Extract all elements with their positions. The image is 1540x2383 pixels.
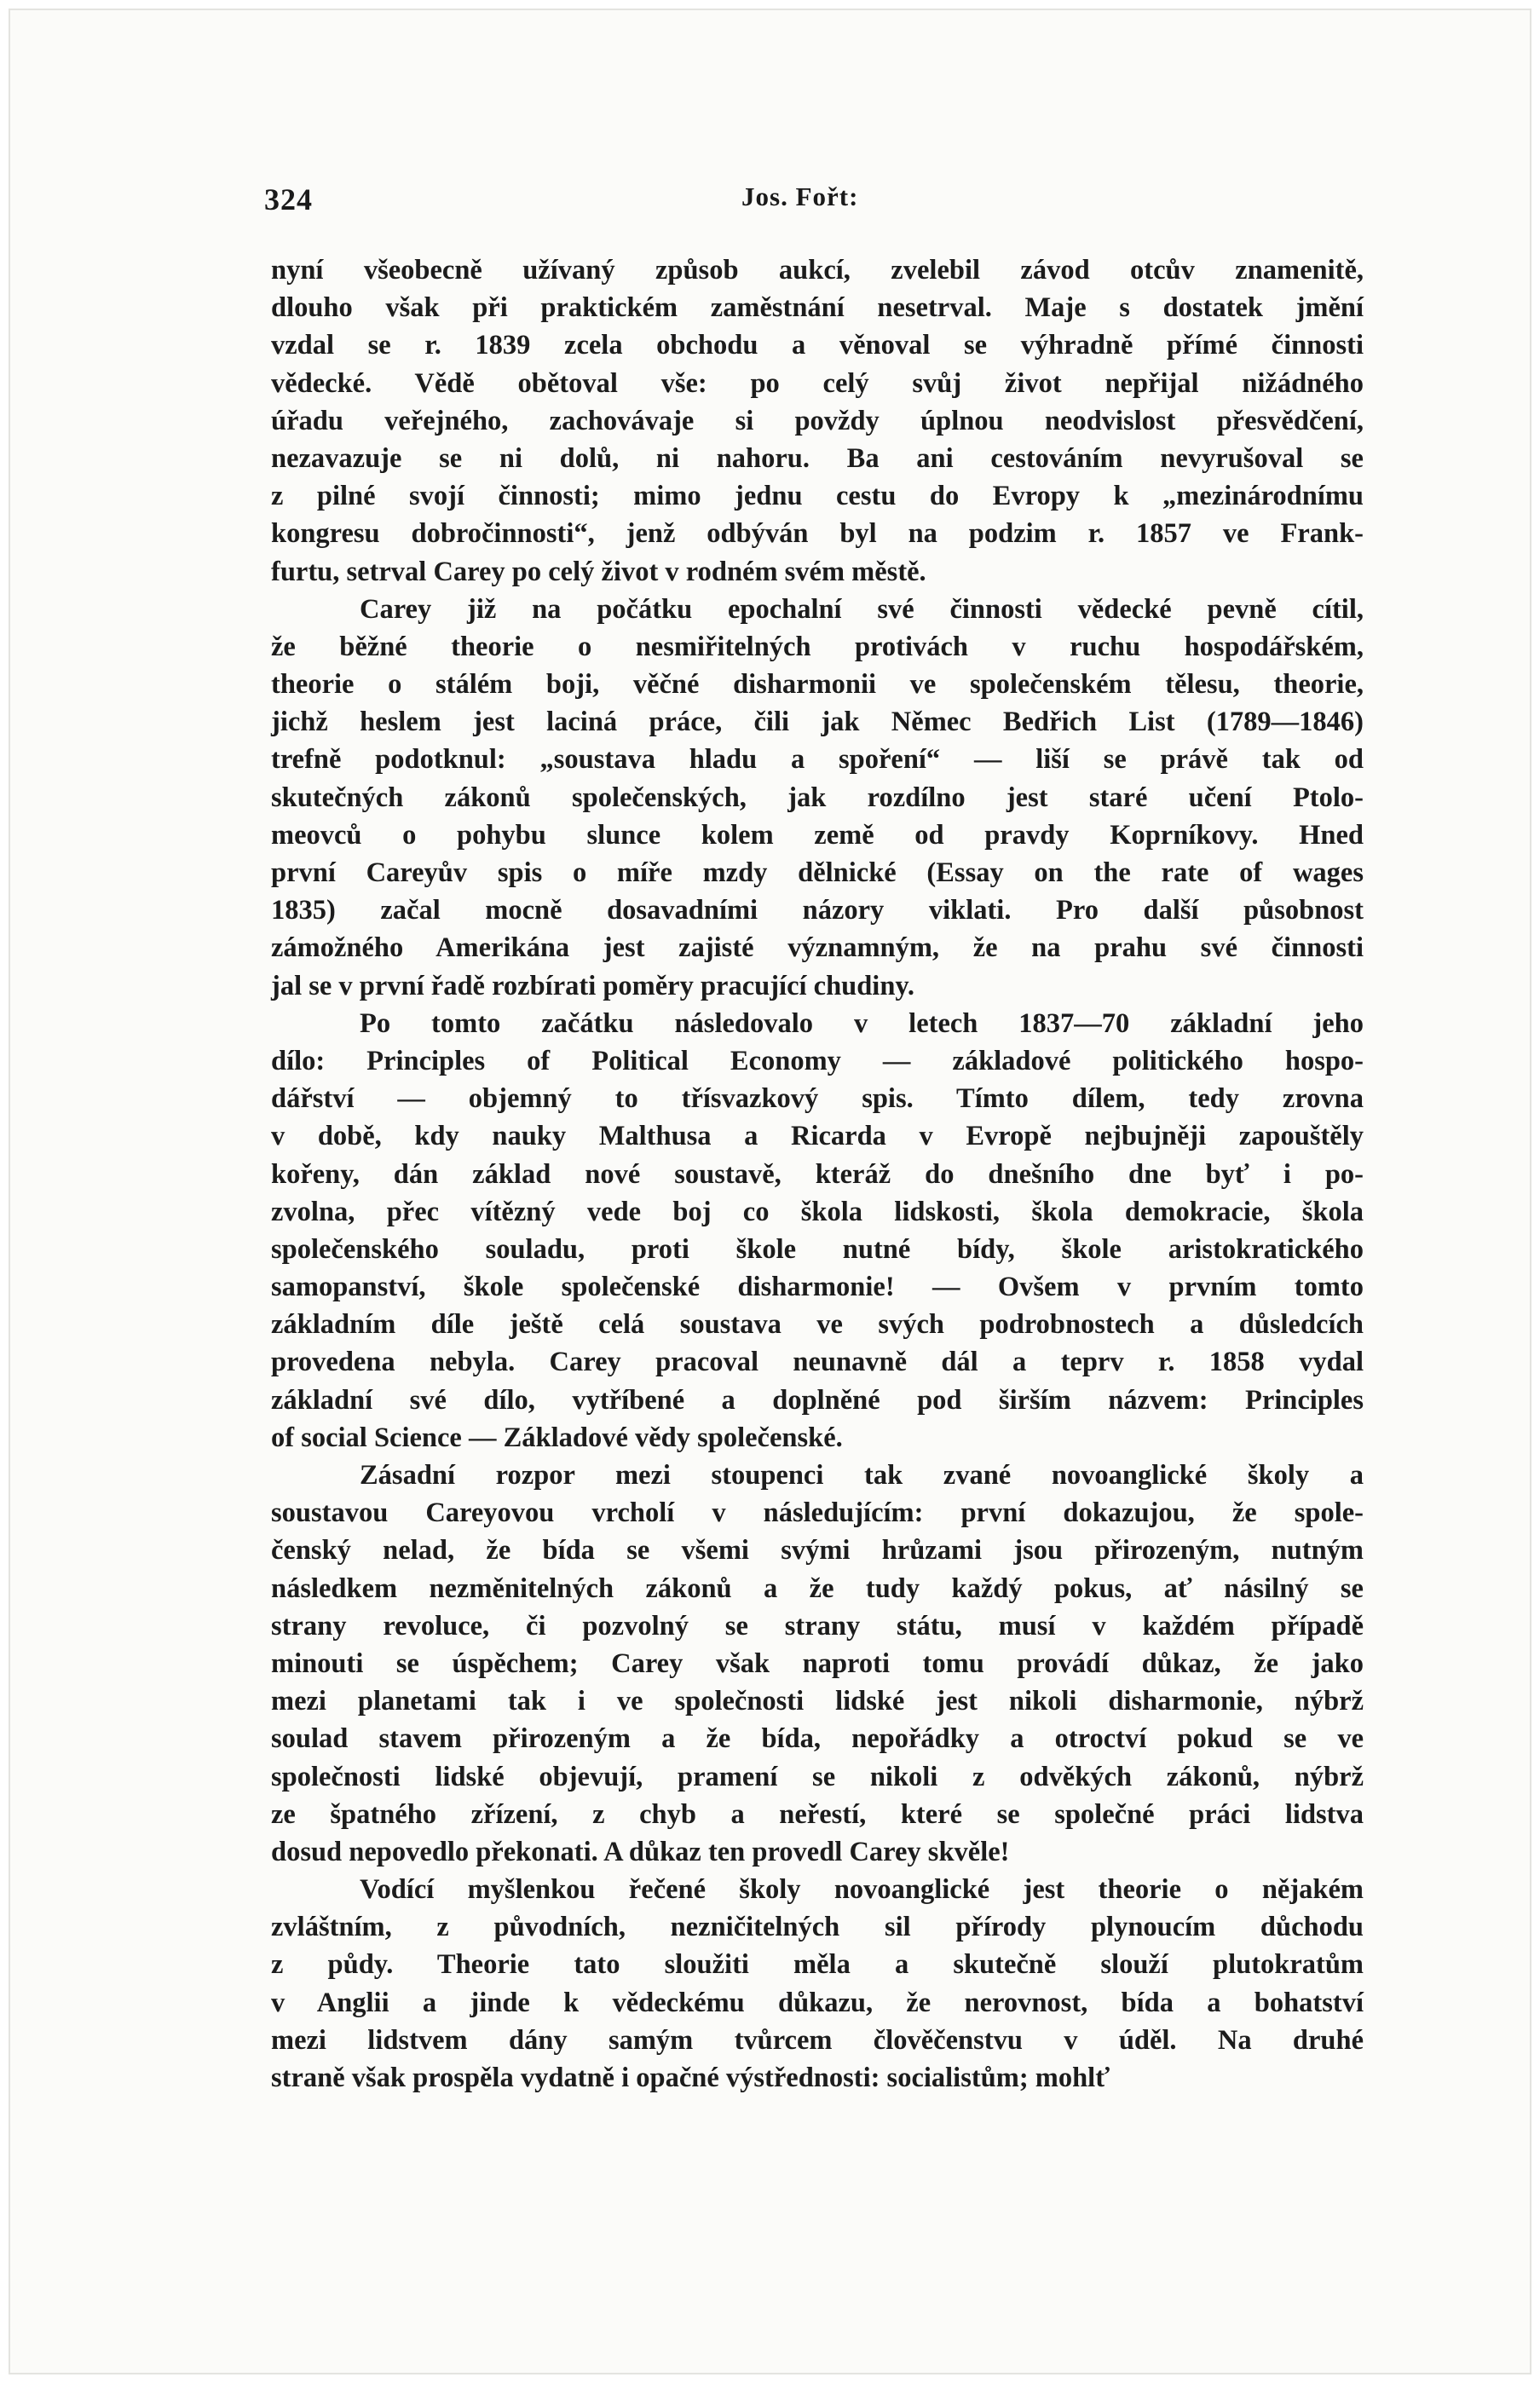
paragraph — [271, 1871, 1364, 2097]
text-line: ze špatného zřízení, z chyb a neřestí, které se společné práci lidstva — [271, 1798, 1364, 1830]
text-line: soustavou Careyovou vrcholí v následujícím: první dokazujou, že spole- — [271, 1497, 1364, 1529]
text-line: samopanství, škole společenské disharmonie! — Ovšem v prvním tomto — [271, 1272, 1364, 1303]
text-line: čenský nelad, že bída se všemi svými hrůzami jsou přirozeným, nutným — [271, 1535, 1364, 1567]
text-line: kořeny, dán základ nové soustavě, kteráž do dnešního dne byť i po- — [271, 1158, 1364, 1190]
text-line: v Anglii a jinde k vědeckému důkazu, že nerovnost, bída a bohatství — [271, 1987, 1364, 2018]
text-line: of social Science — Základové vědy společenské. — [271, 1422, 843, 1453]
text-line: první Careyův spis o míře mzdy dělnické (Essay on the rate of wages — [271, 857, 1364, 888]
body-text — [271, 251, 1364, 2097]
text-line: zvolna, přec vítězný vede boj co škola lidskosti, škola demokracie, škola — [271, 1196, 1364, 1227]
text-line: jichž heslem jest laciná práce, čili jak Němec Bedřich List (1789—1846) — [271, 707, 1364, 738]
text-line: dářství — objemný to třísvazkový spis. Tímto dílem, tedy zrovna — [271, 1083, 1364, 1115]
text-line: Zásadní rozpor mezi stoupenci tak zvané novoanglické školy a — [360, 1460, 1364, 1491]
text-line: základní své dílo, vytříbené a doplněné pod širším názvem: Principles — [271, 1384, 1364, 1416]
text-line: následkem nezměnitelných zákonů a že tudy každý pokus, ať násilný se — [271, 1572, 1364, 1604]
text-line: dlouho však při praktickém zaměstnání nesetrval. Maje s dostatek jmění — [271, 292, 1364, 324]
paragraph — [271, 251, 1364, 591]
text-line: minouti se úspěchem; Carey však naproti tomu provádí důkaz, že jako — [271, 1647, 1364, 1679]
text-line: v době, kdy nauky Malthusa a Ricarda v Evropě nejbujněji zapouštěly — [271, 1121, 1364, 1152]
text-line: Vodící myšlenkou řečené školy novoanglické jest theorie o nějakém — [360, 1874, 1364, 1906]
text-line: Carey již na počátku epochalní své činnosti vědecké pevně cítil, — [360, 593, 1364, 625]
paragraph — [271, 1457, 1364, 1871]
text-line: zámožného Amerikána jest zajisté významným, že na prahu své činnosti — [271, 932, 1364, 964]
text-line: vědecké. Vědě obětoval vše: po celý svůj život nepřijal nižádného — [271, 367, 1364, 399]
text-line: základním díle ještě celá soustava ve svých podrobnostech a důsledcích — [271, 1309, 1364, 1341]
text-line: theorie o stálém boji, věčné disharmonii ve společenském tělesu, theorie, — [271, 669, 1364, 701]
text-line: zvláštním, z původních, nezničitelných sil přírody plynoucím důchodu — [271, 1912, 1364, 1943]
text-line: skutečných zákonů společenských, jak rozdílno jest staré učení Ptolo- — [271, 782, 1364, 813]
book-page — [9, 9, 1531, 2374]
text-line: straně však prospěla vydatně i opačné výstřednosti: socialistům; mohlť — [271, 2063, 1110, 2093]
text-line: nyní všeobecně užívaný způsob aukcí, zvelebil závod otcův znamenitě, — [271, 255, 1364, 286]
text-line: soulad stavem přirozeným a že bída, nepořádky a otroctví pokud se ve — [271, 1723, 1364, 1755]
text-line: dosud nepovedlo překonati. A důkaz ten provedl Carey skvěle! — [271, 1836, 1010, 1867]
text-line: z půdy. Theorie tato sloužiti měla a skutečně slouží plutokratům — [271, 1949, 1364, 1981]
text-line: dílo: Principles of Political Economy — základové politického hospo- — [271, 1045, 1364, 1076]
text-line: že běžné theorie o nesmiřitelných protivách v ruchu hospodářském, — [271, 631, 1364, 662]
text-line: z pilné svojí činnosti; mimo jednu cestu do Evropy k „mezinárodnímu — [271, 481, 1364, 512]
text-line: trefně podotknul: „soustava hladu a spoření“ — liší se právě tak od — [271, 744, 1364, 776]
page-header — [264, 182, 1364, 224]
paragraph — [271, 591, 1364, 1005]
text-line: Po tomto začátku následovalo v letech 1837—70 základní jeho — [360, 1007, 1364, 1039]
page-number: 324 — [264, 182, 313, 216]
text-line: kongresu dobročinnosti“, jenž odbýván byl na podzim r. 1857 ve Frank- — [271, 518, 1364, 550]
text-line: furtu, setrval Carey po celý život v rodném svém městě. — [271, 556, 926, 587]
running-head: Jos. Fořt: — [741, 182, 859, 211]
text-line: společenského souladu, proti škole nutné bídy, škole aristokratického — [271, 1233, 1364, 1265]
text-line: nezavazuje se ni dolů, ni nahoru. Ba ani cestováním nevyrušoval se — [271, 442, 1364, 474]
text-line: strany revoluce, či pozvolný se strany státu, musí v každém případě — [271, 1610, 1364, 1642]
text-line: 1835) začal mocně dosavadními názory viklati. Pro další působnost — [271, 895, 1364, 926]
text-line: úřadu veřejného, zachovávaje si povždy úplnou neodvislost přesvědčení, — [271, 405, 1364, 436]
text-line: mezi planetami tak i ve společnosti lidské jest nikoli disharmonie, nýbrž — [271, 1686, 1364, 1717]
text-line: jal se v první řadě rozbírati poměry pracující chudiny. — [271, 970, 914, 1001]
text-line: společnosti lidské objevují, pramení se nikoli z odvěkých zákonů, nýbrž — [271, 1761, 1364, 1792]
text-line: provedena nebyla. Carey pracoval neunavně dál a teprv r. 1858 vydal — [271, 1347, 1364, 1378]
paragraph — [271, 1005, 1364, 1457]
text-line: meovců o pohybu slunce kolem země od pravdy Koprníkovy. Hned — [271, 819, 1364, 851]
text-line: vzdal se r. 1839 zcela obchodu a věnoval se výhradně přímé činnosti — [271, 330, 1364, 361]
text-line: mezi lidstvem dány samým tvůrcem člověčenstvu v úděl. Na druhé — [271, 2024, 1364, 2056]
